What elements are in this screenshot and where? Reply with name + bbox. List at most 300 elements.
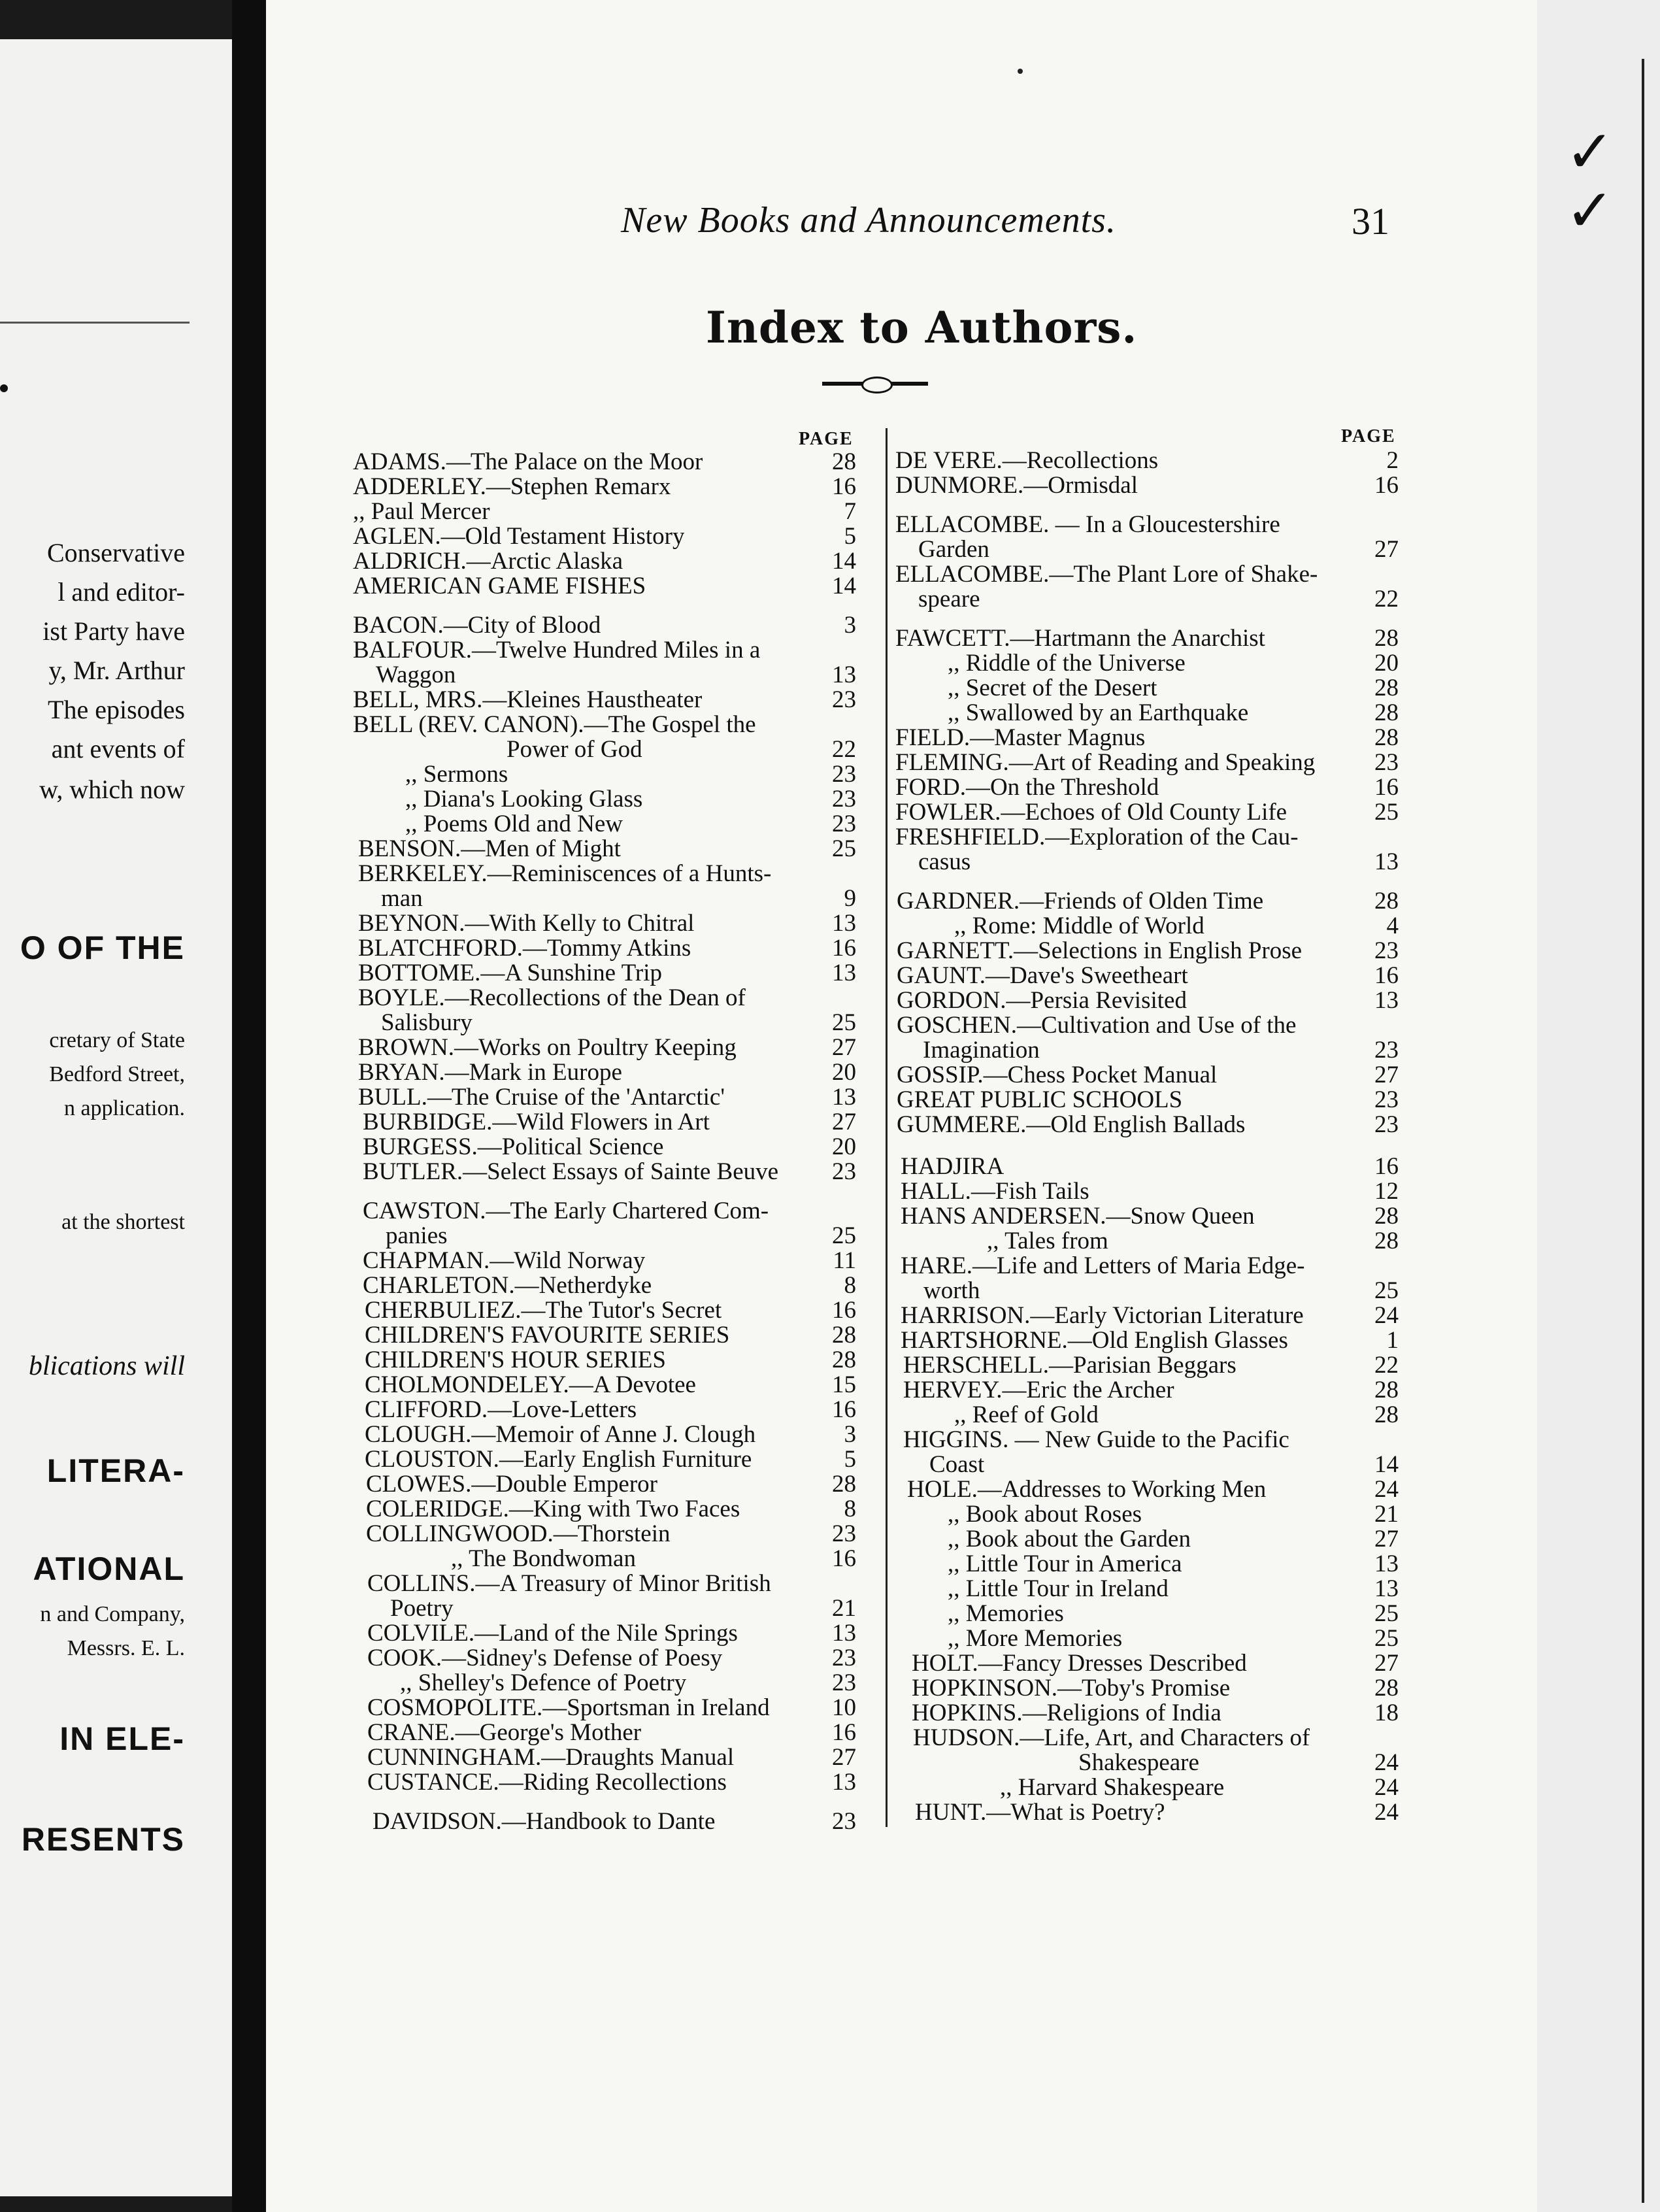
entry-title: BALFOUR.—Twelve Hundred Miles in a bbox=[353, 638, 761, 663]
entry-title: speare bbox=[918, 587, 980, 612]
entry-title: FAWCETT.—Hartmann the Anarchist bbox=[895, 626, 1265, 651]
entry-title: GOSCHEN.—Cultivation and Use of the bbox=[897, 1013, 1297, 1038]
index-entry bbox=[903, 1353, 1399, 1378]
index-entry bbox=[386, 1224, 856, 1248]
entry-page-number: 28 bbox=[832, 448, 856, 475]
entry-title: ALDRICH.—Arctic Alaska bbox=[353, 549, 623, 574]
index-entry bbox=[358, 986, 856, 1011]
index-entry bbox=[363, 1273, 856, 1298]
entry-title: FIELD.—Master Magnus bbox=[895, 726, 1146, 750]
entry-page-number: 23 bbox=[832, 1808, 856, 1835]
index-entry bbox=[895, 512, 1399, 537]
index-entry bbox=[912, 1676, 1399, 1701]
index-entry bbox=[365, 1447, 856, 1472]
index-entry bbox=[366, 1497, 856, 1522]
index-entry bbox=[367, 1571, 856, 1596]
entry-title: DAVIDSON.—Handbook to Dante bbox=[373, 1809, 716, 1834]
index-entry bbox=[1078, 1751, 1399, 1775]
entry-page-number: 13 bbox=[832, 1620, 856, 1647]
entry-page-number: 23 bbox=[832, 686, 856, 713]
entry-title: GUMMERE.—Old English Ballads bbox=[897, 1113, 1246, 1137]
entry-title: HOLE.—Addresses to Working Men bbox=[907, 1477, 1267, 1502]
entry-title: HERVEY.—Eric the Archer bbox=[903, 1378, 1174, 1403]
entry-page-number: 20 bbox=[832, 1059, 856, 1086]
index-entry bbox=[954, 914, 1399, 939]
entry-page-number: 16 bbox=[832, 1297, 856, 1324]
entry-title: CHARLETON.—Netherdyke bbox=[363, 1273, 652, 1298]
index-entry bbox=[901, 1254, 1399, 1279]
index-entry bbox=[897, 1088, 1399, 1113]
entry-page-number: 20 bbox=[1374, 650, 1399, 677]
entry-title: CLOUSTON.—Early English Furniture bbox=[365, 1447, 752, 1472]
entry-title: HERSCHELL.—Parisian Beggars bbox=[903, 1353, 1237, 1378]
entry-page-number: 16 bbox=[832, 1396, 856, 1423]
running-title: New Books and Announcements. bbox=[621, 200, 1116, 241]
entry-page-number: 22 bbox=[1374, 586, 1399, 612]
index-entry bbox=[912, 1651, 1399, 1676]
entry-title: BERKELEY.—Reminiscences of a Hunts- bbox=[358, 862, 772, 886]
entry-title: ,, Shelley's Defence of Poetry bbox=[400, 1671, 687, 1696]
left-page-dot bbox=[0, 384, 8, 392]
entry-page-number: 5 bbox=[844, 523, 856, 550]
entry-title: Waggon bbox=[376, 663, 456, 688]
index-entry bbox=[954, 1403, 1399, 1428]
entry-title: ,, Poems Old and New bbox=[405, 812, 623, 837]
entry-title: ,, Harvard Shakespeare bbox=[1000, 1775, 1225, 1800]
entry-title: ,, Sermons bbox=[405, 762, 508, 787]
index-entry bbox=[353, 638, 856, 663]
entry-page-number: 9 bbox=[844, 885, 856, 912]
entry-title: COLLINS.—A Treasury of Minor British bbox=[367, 1571, 771, 1596]
index-entry bbox=[365, 1422, 856, 1447]
entry-title: BLATCHFORD.—Tommy Atkins bbox=[358, 936, 691, 961]
entry-page-number: 23 bbox=[1374, 749, 1399, 776]
entry-page-number: 13 bbox=[832, 1084, 856, 1111]
entry-page-number: 22 bbox=[1374, 1352, 1399, 1379]
index-entry bbox=[923, 1279, 1399, 1303]
entry-page-number: 28 bbox=[1374, 675, 1399, 701]
title-ornament-center bbox=[861, 377, 893, 394]
entry-title: BUTLER.—Select Essays of Sainte Beuve bbox=[363, 1160, 779, 1184]
entry-title: HUNT.—What is Poetry? bbox=[915, 1800, 1165, 1825]
index-entry bbox=[363, 1110, 856, 1135]
entry-title: HUDSON.—Life, Art, and Characters of bbox=[913, 1726, 1310, 1751]
index-entry bbox=[363, 1248, 856, 1273]
index-entry bbox=[897, 1113, 1399, 1137]
entry-page-number: 28 bbox=[832, 1471, 856, 1498]
index-entry bbox=[363, 1135, 856, 1160]
entry-page-number: 28 bbox=[832, 1347, 856, 1373]
entry-page-number: 16 bbox=[1374, 962, 1399, 989]
entry-title: BULL.—The Cruise of the 'Antarctic' bbox=[358, 1085, 725, 1110]
entry-page-number: 14 bbox=[832, 548, 856, 575]
column-divider bbox=[886, 428, 888, 1827]
entry-page-number: 23 bbox=[832, 1645, 856, 1671]
entry-title: Poetry bbox=[390, 1596, 454, 1621]
index-entry bbox=[367, 1770, 856, 1795]
left-page-fragment: ATIONAL bbox=[33, 1550, 185, 1587]
index-entry bbox=[918, 850, 1399, 875]
entry-title: GORDON.—Persia Revisited bbox=[897, 988, 1187, 1013]
entry-title: CHILDREN'S HOUR SERIES bbox=[365, 1348, 666, 1373]
entry-page-number: 28 bbox=[1374, 1203, 1399, 1230]
left-page-rule bbox=[0, 322, 190, 324]
left-page-fragment: Messrs. E. L. bbox=[67, 1636, 185, 1660]
index-entry bbox=[365, 1298, 856, 1323]
entry-page-number: 23 bbox=[1374, 1037, 1399, 1064]
entry-title: GAUNT.—Dave's Sweetheart bbox=[897, 964, 1188, 988]
entry-page-number: 28 bbox=[1374, 625, 1399, 652]
index-entry bbox=[381, 886, 856, 911]
entry-title: panies bbox=[386, 1224, 448, 1248]
index-entry bbox=[367, 1745, 856, 1770]
entry-page-number: 23 bbox=[832, 761, 856, 788]
entry-title: BELL (REV. CANON).—The Gospel the bbox=[353, 712, 756, 737]
entry-page-number: 27 bbox=[832, 1744, 856, 1771]
entry-page-number: 13 bbox=[1374, 1575, 1399, 1602]
entry-title: ,, Paul Mercer bbox=[353, 499, 490, 524]
index-entry bbox=[948, 1601, 1399, 1626]
entry-page-number: 28 bbox=[1374, 1228, 1399, 1254]
left-page-fragment: ist Party have bbox=[42, 616, 185, 646]
index-entry bbox=[390, 1596, 856, 1621]
entry-page-number: 28 bbox=[1374, 724, 1399, 751]
entry-page-number: 13 bbox=[1374, 987, 1399, 1014]
entry-title: ,, Rome: Middle of World bbox=[954, 914, 1204, 939]
left-page-fragment: w, which now bbox=[39, 775, 185, 804]
entry-page-number: 27 bbox=[832, 1109, 856, 1135]
entry-title: HOLT.—Fancy Dresses Described bbox=[912, 1651, 1247, 1676]
index-entry bbox=[373, 1809, 856, 1834]
entry-title: CLIFFORD.—Love-Letters bbox=[365, 1398, 637, 1422]
left-page bbox=[0, 39, 232, 2196]
entry-page-number: 16 bbox=[832, 1719, 856, 1746]
entry-page-number: 18 bbox=[1374, 1700, 1399, 1726]
index-entry bbox=[506, 737, 856, 762]
index-entry bbox=[358, 1060, 856, 1085]
index-entry bbox=[367, 1646, 856, 1671]
entry-title: ADDERLEY.—Stephen Remarx bbox=[353, 475, 671, 499]
index-entry bbox=[895, 825, 1399, 850]
entry-title: BOYLE.—Recollections of the Dean of bbox=[358, 986, 746, 1011]
index-entry bbox=[918, 537, 1399, 562]
entry-title: ,, Diana's Looking Glass bbox=[405, 787, 643, 812]
entry-title: HALL.—Fish Tails bbox=[901, 1179, 1089, 1204]
index-entry bbox=[358, 1085, 856, 1110]
entry-title: ELLACOMBE.—The Plant Lore of Shake- bbox=[895, 562, 1318, 587]
index-entry bbox=[381, 1011, 856, 1035]
entry-page-number: 24 bbox=[1374, 1774, 1399, 1801]
entry-title: CHERBULIEZ.—The Tutor's Secret bbox=[365, 1298, 722, 1323]
entry-page-number: 25 bbox=[1374, 1625, 1399, 1652]
index-entry bbox=[948, 651, 1399, 676]
entry-page-number: 13 bbox=[832, 960, 856, 986]
entry-title: FLEMING.—Art of Reading and Speaking bbox=[895, 750, 1316, 775]
entry-page-number: 27 bbox=[832, 1034, 856, 1061]
index-entry bbox=[405, 812, 856, 837]
index-entry bbox=[367, 1696, 856, 1720]
entry-page-number: 1 bbox=[1386, 1327, 1399, 1354]
entry-page-number: 5 bbox=[844, 1446, 856, 1473]
index-entry bbox=[913, 1726, 1399, 1751]
left-page-fragment: at the shortest bbox=[61, 1210, 185, 1234]
page-title: Index to Authors. bbox=[706, 302, 1138, 353]
entry-page-number: 15 bbox=[832, 1371, 856, 1398]
entry-title: CUNNINGHAM.—Draughts Manual bbox=[367, 1745, 735, 1770]
entry-page-number: 23 bbox=[832, 786, 856, 813]
entry-page-number: 23 bbox=[832, 1669, 856, 1696]
entry-title: CHAPMAN.—Wild Norway bbox=[363, 1248, 646, 1273]
entry-page-number: 3 bbox=[844, 1421, 856, 1448]
entry-page-number: 25 bbox=[1374, 799, 1399, 826]
entry-title: HARTSHORNE.—Old English Glasses bbox=[901, 1328, 1288, 1353]
entry-title: CUSTANCE.—Riding Recollections bbox=[367, 1770, 727, 1795]
entry-page-number: 25 bbox=[832, 1009, 856, 1036]
entry-page-number: 13 bbox=[832, 662, 856, 688]
index-entry bbox=[358, 837, 856, 862]
entry-page-number: 16 bbox=[1374, 1153, 1399, 1180]
entry-title: CLOUGH.—Memoir of Anne J. Clough bbox=[365, 1422, 756, 1447]
entry-page-number: 16 bbox=[832, 935, 856, 962]
entry-title: ,, Riddle of the Universe bbox=[948, 651, 1186, 676]
index-entry bbox=[907, 1477, 1399, 1502]
entry-title: Coast bbox=[929, 1452, 985, 1477]
index-entry bbox=[1000, 1775, 1399, 1800]
entry-page-number: 8 bbox=[844, 1496, 856, 1522]
entry-page-number: 27 bbox=[1374, 1650, 1399, 1677]
entry-page-number: 28 bbox=[1374, 1377, 1399, 1403]
index-entry bbox=[895, 626, 1399, 651]
page-speck bbox=[1018, 69, 1023, 74]
index-entry bbox=[353, 475, 856, 499]
entry-title: ,, Reef of Gold bbox=[954, 1403, 1099, 1428]
entry-page-number: 25 bbox=[1374, 1277, 1399, 1304]
index-entry bbox=[451, 1547, 856, 1571]
entry-page-number: 24 bbox=[1374, 1749, 1399, 1776]
entry-page-number: 28 bbox=[832, 1322, 856, 1349]
index-entry bbox=[901, 1204, 1399, 1229]
entry-title: BACON.—City of Blood bbox=[353, 613, 601, 638]
page-number: 31 bbox=[1352, 200, 1389, 243]
entry-title: ,, Secret of the Desert bbox=[948, 676, 1157, 701]
index-entry bbox=[918, 587, 1399, 612]
entry-title: COLLINGWOOD.—Thorstein bbox=[366, 1522, 671, 1547]
index-entry bbox=[901, 1179, 1399, 1204]
entry-page-number: 16 bbox=[1374, 472, 1399, 499]
entry-page-number: 23 bbox=[1374, 1086, 1399, 1113]
entry-title: man bbox=[381, 886, 423, 911]
index-entry bbox=[948, 1577, 1399, 1601]
index-entry bbox=[353, 688, 856, 712]
index-entry bbox=[365, 1348, 856, 1373]
entry-title: COOK.—Sidney's Defense of Poesy bbox=[367, 1646, 723, 1671]
entry-title: Salisbury bbox=[381, 1011, 473, 1035]
entry-title: BENSON.—Men of Might bbox=[358, 837, 621, 862]
entry-page-number: 27 bbox=[1374, 1526, 1399, 1552]
entry-page-number: 12 bbox=[1374, 1178, 1399, 1205]
index-entry bbox=[897, 1063, 1399, 1088]
index-entry bbox=[895, 726, 1399, 750]
left-page-fragment: ant events of bbox=[51, 734, 185, 763]
entry-title: ,, Tales from bbox=[987, 1229, 1108, 1254]
index-entry bbox=[923, 1038, 1399, 1063]
index-entry bbox=[405, 787, 856, 812]
check-mark-icon: ✓ bbox=[1565, 120, 1615, 185]
left-page-fragment: Bedford Street, bbox=[49, 1062, 185, 1086]
index-entry bbox=[365, 1323, 856, 1348]
entry-page-number: 21 bbox=[1374, 1501, 1399, 1528]
entry-page-number: 27 bbox=[1374, 536, 1399, 563]
entry-page-number: 16 bbox=[832, 1545, 856, 1572]
index-entry bbox=[405, 762, 856, 787]
entry-title: DUNMORE.—Ormisdal bbox=[895, 473, 1138, 498]
index-entry bbox=[895, 800, 1399, 825]
entry-title: HARE.—Life and Letters of Maria Edge- bbox=[901, 1254, 1305, 1279]
entry-title: HANS ANDERSEN.—Snow Queen bbox=[901, 1204, 1255, 1229]
index-entry bbox=[353, 574, 856, 599]
entry-title: ,, Little Tour in America bbox=[948, 1552, 1182, 1577]
entry-page-number: 25 bbox=[832, 1222, 856, 1249]
entry-title: GREAT PUBLIC SCHOOLS bbox=[897, 1088, 1183, 1113]
index-entry bbox=[365, 1398, 856, 1422]
index-entry bbox=[363, 1199, 856, 1224]
index-entry bbox=[895, 562, 1399, 587]
entry-page-number: 10 bbox=[832, 1694, 856, 1721]
entry-title: Power of God bbox=[506, 737, 642, 762]
entry-title: ,, Little Tour in Ireland bbox=[948, 1577, 1169, 1601]
index-entry bbox=[897, 964, 1399, 988]
entry-page-number: 24 bbox=[1374, 1302, 1399, 1329]
entry-title: GOSSIP.—Chess Pocket Manual bbox=[897, 1063, 1218, 1088]
entry-title: ,, Book about the Garden bbox=[948, 1527, 1191, 1552]
index-entry bbox=[358, 862, 856, 886]
entry-page-number: 23 bbox=[832, 1520, 856, 1547]
index-entry bbox=[895, 473, 1399, 498]
left-page-fragment: y, Mr. Arthur bbox=[48, 656, 185, 685]
index-entry bbox=[895, 775, 1399, 800]
left-page-fragment: n application. bbox=[63, 1096, 185, 1120]
index-entry bbox=[895, 448, 1399, 473]
index-entry bbox=[948, 1502, 1399, 1527]
index-entry bbox=[353, 450, 856, 475]
index-entry bbox=[948, 676, 1399, 701]
index-entry bbox=[897, 1013, 1399, 1038]
entry-page-number: 13 bbox=[832, 910, 856, 937]
entry-page-number: 21 bbox=[832, 1595, 856, 1622]
index-entry bbox=[897, 988, 1399, 1013]
entry-title: HOPKINSON.—Toby's Promise bbox=[912, 1676, 1231, 1701]
entry-title: Garden bbox=[918, 537, 989, 562]
entry-title: ELLACOMBE. — In a Gloucestershire bbox=[895, 512, 1280, 537]
entry-title: CAWSTON.—The Early Chartered Com- bbox=[363, 1199, 769, 1224]
entry-title: CHOLMONDELEY.—A Devotee bbox=[365, 1373, 696, 1398]
index-entry bbox=[897, 939, 1399, 964]
entry-page-number: 16 bbox=[832, 473, 856, 500]
entry-title: BEYNON.—With Kelly to Chitral bbox=[358, 911, 695, 936]
entry-title: worth bbox=[923, 1279, 980, 1303]
left-page-fragment: LITERA- bbox=[46, 1452, 185, 1489]
entry-page-number: 24 bbox=[1374, 1799, 1399, 1826]
index-entry bbox=[987, 1229, 1399, 1254]
check-mark-icon: ✓ bbox=[1565, 179, 1615, 244]
entry-title: Shakespeare bbox=[1078, 1751, 1199, 1775]
entry-page-number: 20 bbox=[832, 1133, 856, 1160]
index-entry bbox=[901, 1328, 1399, 1353]
index-entry bbox=[912, 1701, 1399, 1726]
index-entry bbox=[353, 549, 856, 574]
entry-title: FRESHFIELD.—Exploration of the Cau- bbox=[895, 825, 1299, 850]
entry-title: ,, Memories bbox=[948, 1601, 1064, 1626]
entry-page-number: 23 bbox=[832, 1158, 856, 1185]
index-entry bbox=[915, 1800, 1399, 1825]
left-page-fragment: O OF THE bbox=[20, 930, 185, 966]
entry-page-number: 13 bbox=[832, 1769, 856, 1796]
index-entry bbox=[353, 499, 856, 524]
index-entry bbox=[366, 1472, 856, 1497]
left-page-fragment: blications will bbox=[28, 1351, 185, 1381]
left-page-fragment: RESENTS bbox=[21, 1821, 185, 1858]
page-edge-line bbox=[1642, 59, 1644, 2203]
entry-title: GARNETT.—Selections in English Prose bbox=[897, 939, 1303, 964]
entry-title: FORD.—On the Threshold bbox=[895, 775, 1159, 800]
entry-title: AMERICAN GAME FISHES bbox=[353, 574, 646, 599]
left-page-fragment: The episodes bbox=[48, 695, 185, 724]
entry-page-number: 27 bbox=[1374, 1062, 1399, 1088]
left-page-fragment: l and editor- bbox=[58, 577, 185, 607]
entry-title: COSMOPOLITE.—Sportsman in Ireland bbox=[367, 1696, 770, 1720]
entry-title: GARDNER.—Friends of Olden Time bbox=[897, 889, 1264, 914]
entry-title: BOTTOME.—A Sunshine Trip bbox=[358, 961, 662, 986]
entry-title: COLERIDGE.—King with Two Faces bbox=[366, 1497, 740, 1522]
entry-title: HOPKINS.—Religions of India bbox=[912, 1701, 1221, 1726]
index-entry bbox=[948, 701, 1399, 726]
entry-page-number: 4 bbox=[1386, 913, 1399, 939]
entry-page-number: 14 bbox=[1374, 1451, 1399, 1478]
entry-title: CHILDREN'S FAVOURITE SERIES bbox=[365, 1323, 730, 1348]
entry-page-number: 25 bbox=[832, 835, 856, 862]
entry-page-number: 13 bbox=[1374, 848, 1399, 875]
index-entry bbox=[948, 1626, 1399, 1651]
index-entry bbox=[376, 663, 856, 688]
index-entry bbox=[358, 911, 856, 936]
index-entry bbox=[358, 1035, 856, 1060]
index-entry bbox=[903, 1378, 1399, 1403]
index-entry bbox=[367, 1720, 856, 1745]
entry-title: BRYAN.—Mark in Europe bbox=[358, 1060, 622, 1085]
entry-page-number: 7 bbox=[844, 498, 856, 525]
index-entry bbox=[353, 613, 856, 638]
entry-page-number: 28 bbox=[1374, 1675, 1399, 1701]
entry-title: BROWN.—Works on Poultry Keeping bbox=[358, 1035, 737, 1060]
entry-page-number: 28 bbox=[1374, 888, 1399, 914]
index-entry bbox=[400, 1671, 856, 1696]
index-entry bbox=[901, 1303, 1399, 1328]
index-entry bbox=[901, 1154, 1399, 1179]
entry-page-number: 16 bbox=[1374, 774, 1399, 801]
left-page-fragment: Conservative bbox=[46, 538, 185, 567]
entry-title: ,, More Memories bbox=[948, 1626, 1123, 1651]
entry-title: ,, The Bondwoman bbox=[451, 1547, 636, 1571]
entry-title: HADJIRA bbox=[901, 1154, 1004, 1179]
index-entry bbox=[366, 1522, 856, 1547]
entry-page-number: 28 bbox=[1374, 1401, 1399, 1428]
left-column-head: PAGE bbox=[799, 429, 854, 449]
entry-page-number: 22 bbox=[832, 736, 856, 763]
index-entry bbox=[353, 712, 856, 737]
entry-page-number: 24 bbox=[1374, 1476, 1399, 1503]
left-page-fragment: cretary of State bbox=[49, 1028, 185, 1052]
index-entry bbox=[365, 1373, 856, 1398]
